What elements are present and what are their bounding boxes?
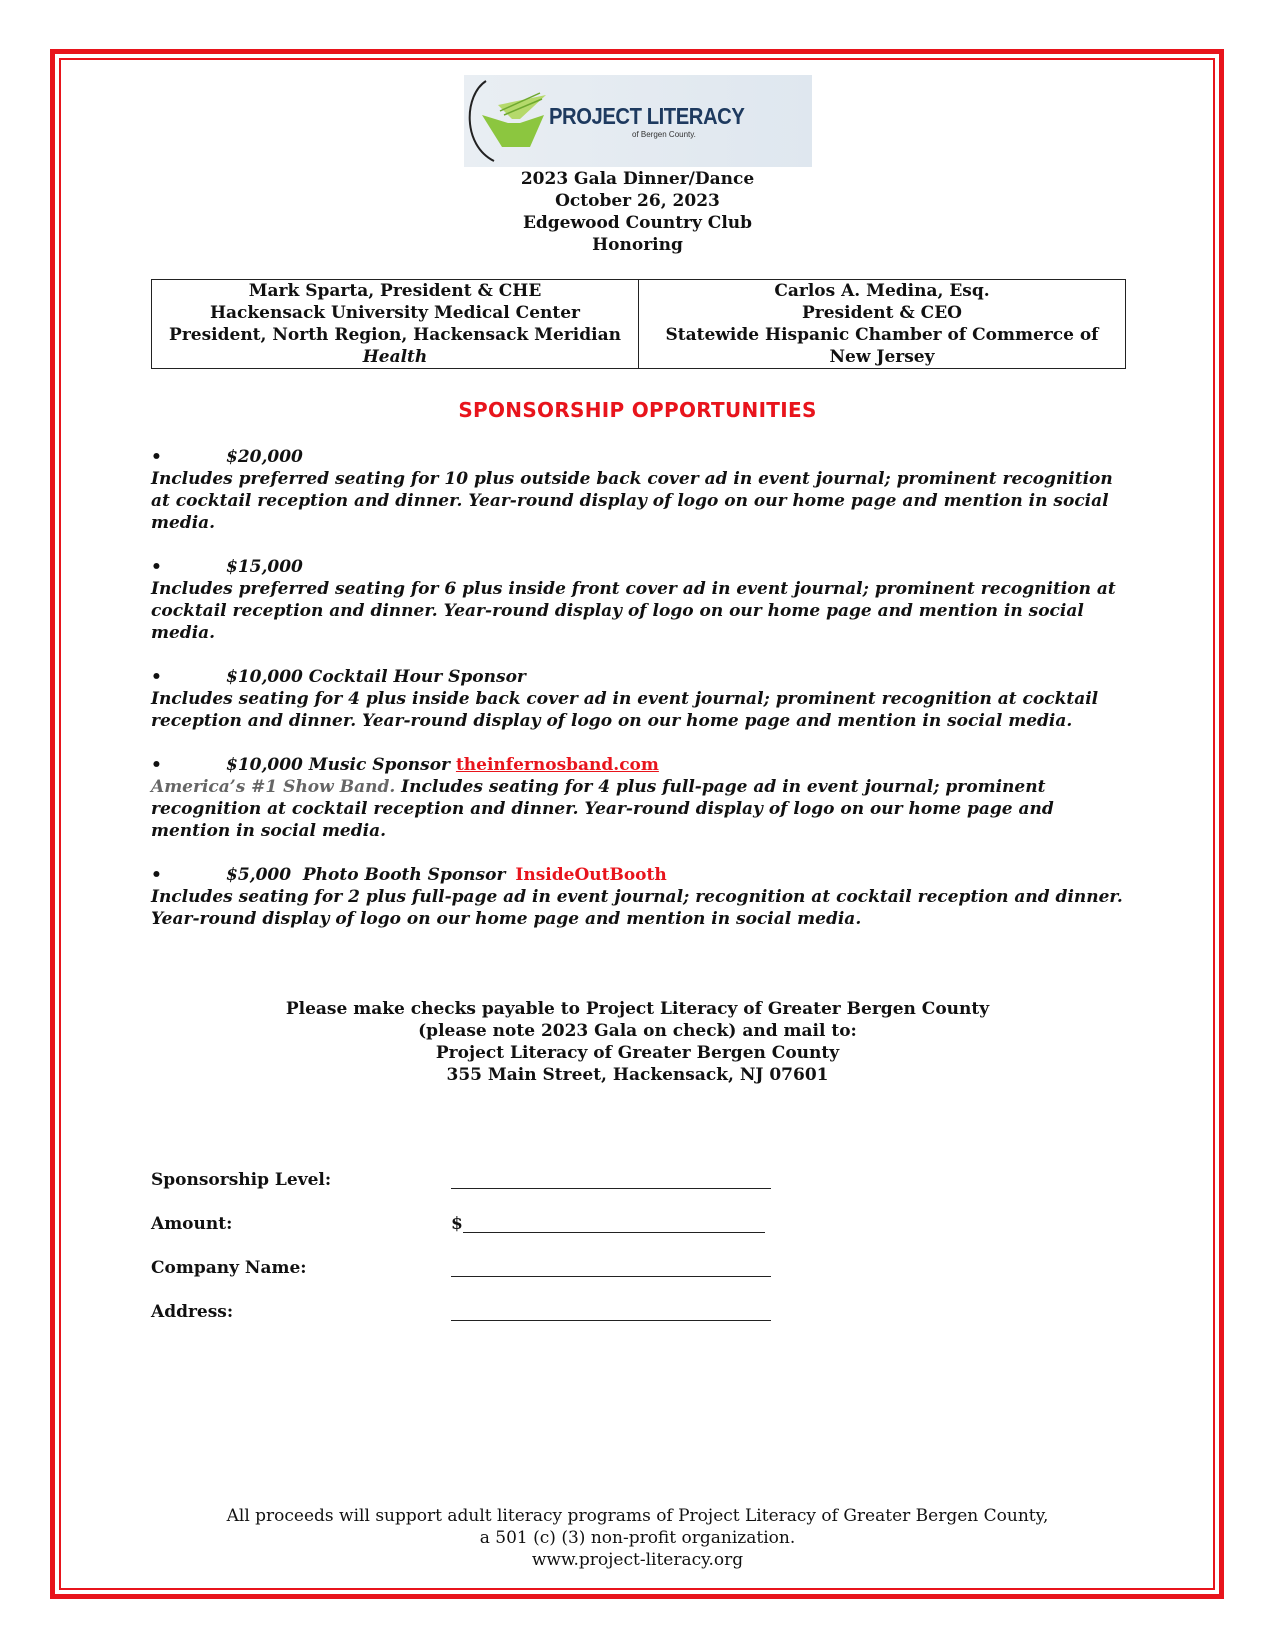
band-website-link[interactable]: theinfernosband.com [455, 755, 659, 775]
event-date: October 26, 2023 [555, 191, 720, 211]
honoree-right-org-cont: New Jersey [829, 347, 935, 367]
photo-booth-vendor: InsideOutBooth [515, 865, 667, 885]
tier-item [151, 754, 1131, 842]
tier-description: Includes preferred seating for 10 plus outside back cover ad in event journal; prominent recognition at cocktail reception and dinner. Year-round display of logo on our home page and mention in social media. [151, 469, 1113, 533]
tier-item [151, 864, 1131, 930]
honoree-left-title-cont: Health [362, 347, 428, 367]
amount-dollar-sign: $ [451, 1214, 463, 1234]
tier-item [151, 446, 1131, 534]
sponsorship-level-field[interactable] [451, 1188, 771, 1189]
tier-description: Includes seating for 4 plus inside back cover ad in event journal; prominent recognition at cocktail reception and dinner. Year-round display of logo on our home page and mention in social media. [151, 689, 1099, 731]
bullet-icon: • [151, 447, 162, 467]
tier-description: Includes preferred seating for 6 plus inside front cover ad in event journal; prominent recognition at cocktail reception and dinner. Year-round display of logo on our home page and mention in social media. [151, 579, 1116, 643]
honoree-left-org: Hackensack University Medical Center [209, 303, 581, 323]
event-venue: Edgewood Country Club [522, 213, 753, 233]
tier-item [151, 556, 1131, 644]
tier-heading: $15,000 [226, 557, 303, 577]
footer [0, 1505, 1275, 1571]
honoree-right-org: Statewide Hispanic Chamber of Commerce of [665, 325, 1099, 345]
logo-title: PROJECT LITERACY [549, 103, 745, 129]
honoree-left [152, 280, 639, 369]
tier-heading: $20,000 [226, 447, 303, 467]
footer-line: All proceeds will support adult literacy programs of Project Literacy of Greater Bergen County, [226, 1506, 1049, 1526]
project-literacy-logo [464, 75, 812, 167]
tier-heading: $10,000 Music Sponsor [226, 755, 456, 775]
logo-subtitle: of Bergen County. [632, 130, 696, 139]
address-field[interactable] [451, 1320, 771, 1321]
sponsorship-heading: SPONSORSHIP OPPORTUNITIES [458, 398, 817, 422]
company-name-label: Company Name: [151, 1258, 307, 1278]
footer-website: www.project-literacy.org [531, 1550, 744, 1570]
honoree-left-title: President, North Region, Hackensack Meridian [169, 325, 621, 345]
tier-heading: $5,000 Photo Booth Sponsor [226, 865, 506, 885]
tier-description: Includes seating for 4 plus full-page ad in event journal; prominent recognition at cocktail reception and dinner. Year-round display of logo on our home page and mention in social media. [151, 777, 1054, 841]
tier-heading: $10,000 Cocktail Hour Sponsor [226, 667, 526, 687]
event-header [0, 168, 1275, 256]
honoring-label: Honoring [592, 235, 683, 255]
bullet-icon: • [151, 667, 162, 687]
sponsorship-level-label: Sponsorship Level: [151, 1170, 332, 1190]
tier-description: Includes seating for 2 plus full-page ad in event journal; recognition at cocktail reception and dinner. Year-round display of logo on our home page and mention in social media. [151, 887, 1123, 929]
event-title: 2023 Gala Dinner/Dance [520, 169, 755, 189]
honoree-right-title: President & CEO [802, 303, 962, 323]
tier-item [151, 666, 1131, 732]
amount-field[interactable] [463, 1232, 765, 1233]
payment-line: Please make checks payable to Project Literacy of Greater Bergen County [285, 999, 990, 1019]
amount-label: Amount: [151, 1214, 233, 1234]
address-label: Address: [151, 1302, 234, 1322]
honorees-table [151, 279, 1126, 369]
mailing-address: 355 Main Street, Hackensack, NJ 07601 [446, 1065, 829, 1085]
payment-instructions [0, 998, 1275, 1086]
bullet-icon: • [151, 557, 162, 577]
band-tagline: America’s #1 Show Band. [151, 777, 396, 797]
company-name-field[interactable] [451, 1276, 771, 1277]
honoree-right-name: Carlos A. Medina, Esq. [774, 281, 990, 301]
footer-line: a 501 (c) (3) non-profit organization. [479, 1528, 796, 1548]
bullet-icon: • [151, 865, 162, 885]
sponsorship-tiers [151, 446, 1131, 952]
honoree-left-name: Mark Sparta, President & CHE [248, 281, 542, 301]
mailing-name: Project Literacy of Greater Bergen County [435, 1043, 840, 1063]
honoree-right [639, 280, 1126, 369]
payment-line: (please note 2023 Gala on check) and mail to: [418, 1021, 857, 1041]
bullet-icon: • [151, 755, 162, 775]
